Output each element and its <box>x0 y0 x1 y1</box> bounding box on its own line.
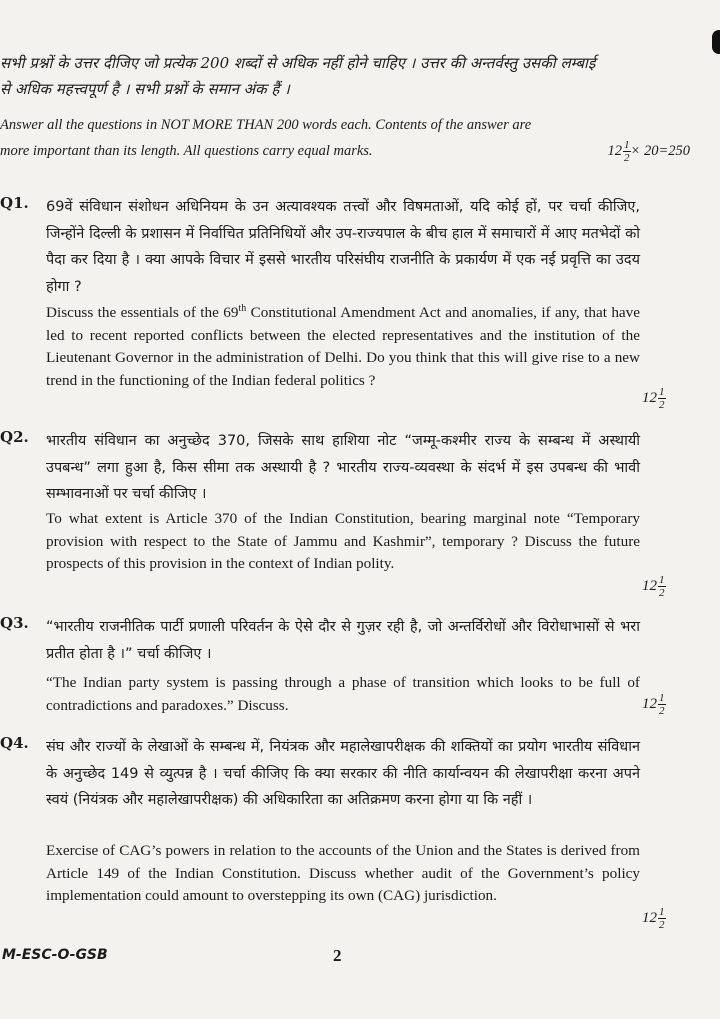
marks-numerator: 1 <box>659 574 665 586</box>
question-text-english-post: Constitutional Amendment Act and anomalies, if any, that have led to recent reported conflicts between the elected representatives and the institution of the Lieutenant Governor in the administration of Delhi. Do you think that this will give rise to a new trend in the functioning of the Indian federal politics ? <box>46 304 640 389</box>
question-text-hindi: “भारतीय राजनीतिक पार्टी प्रणाली परिवर्तन के ऐसे दौर से गुज़र रही है, जो अन्तर्विरोधों और विरोधाभासों से भरा प्रतीत होता है ।” चर्चा कीजिए । <box>46 619 640 662</box>
marks-numerator: 1 <box>659 906 665 918</box>
question-number: Q2. <box>0 428 29 446</box>
question-text-hindi: भारतीय संविधान का अनुच्छेद 370, जिसके साथ हाशिया नोट “जम्मू-कश्मीर राज्य के सम्बन्ध में अस्थायी उपबन्ध” लगा हुआ है, किस सीमा तक अस्थायी है ? भारतीय राज्य-व्यवस्था के संदर्भ में इस उपबन्ध की भावी सम्भावनाओं पर चर्चा कीजिए । <box>46 433 640 502</box>
question-marks <box>642 574 682 599</box>
question-marks <box>642 386 682 411</box>
marks-whole: 12 <box>642 577 657 594</box>
question-text-english: To what extent is Article 370 of the Indian Constitution, bearing marginal note “Temporary provision with respect to the State of Jammu and Kashmir”, temporary ? Discuss the future prospects of this provision in the context of Indian polity. <box>46 510 640 573</box>
instructions-english-line1: Answer all the questions in NOT MORE THAN 200 words each. Contents of the answer are <box>0 117 532 133</box>
marks-whole: 12 <box>642 389 657 406</box>
question-text-english-pre: Discuss the essentials of the 69 <box>46 304 239 322</box>
marks-whole: 12 <box>642 909 657 926</box>
question-text-hindi: संघ और राज्यों के लेखाओं के सम्बन्ध में, नियंत्रक और महालेखापरीक्षक की शक्तियों का प्रयोग भारतीय संविधान के अनुच्छेद 149 से व्युत्पन्न है । चर्चा कीजिए कि क्या सरकार की नीति कार्यान्वयन की लेखापरीक्षा करना अपने स्वयं (नियंत्रक और महालेखापरीक्षक) की अधिकारिता का अतिक्रमण करना होगा या कि नहीं । <box>46 739 640 808</box>
marks-denominator: 2 <box>659 399 665 411</box>
question-marks <box>642 906 682 931</box>
total-marks-rest: × 20=250 <box>630 143 690 159</box>
marks-denominator: 2 <box>659 919 665 931</box>
question-text-hindi: 69वें संविधान संशोधन अधिनियम के उन अत्यावश्यक तत्त्वों और विषमताओं, यदि कोई हों, पर चर्चा कीजिए, जिन्होंने दिल्ली के प्रशासन में निर्वाचित प्रतिनिधियों और उप-राज्यपाल के बीच हाल में समाचारों में आए मतभेदों को पैदा कर दिया है । क्या आपके विचार में इससे भारतीय परिसंघीय राजनीति के प्रकार्यण में एक नई प्रवृत्ति का उदय होगा ? <box>46 199 640 295</box>
total-marks <box>608 138 690 164</box>
marks-numerator: 1 <box>659 386 665 398</box>
marks-fraction <box>658 574 666 599</box>
instructions-hindi-line1: सभी प्रश्नों के उत्तर दीजिए जो प्रत्येक 200 शब्दों से अधिक नहीं होने चाहिए । उत्तर की अन्तर्वस्तु उसकी लम्बाई <box>0 54 596 72</box>
instructions-hindi <box>0 50 712 102</box>
marks-denominator: 2 <box>659 587 665 599</box>
marks-fraction <box>658 906 666 931</box>
question-number: Q3. <box>0 614 29 632</box>
question-number: Q4. <box>0 734 29 752</box>
total-marks-numerator: 1 <box>624 139 630 152</box>
binding-hole-mark <box>712 30 720 54</box>
total-marks-fraction <box>623 139 631 164</box>
paper-code: M-ESC-O-GSB <box>2 947 108 963</box>
instructions-hindi-line2: से अधिक महत्त्वपूर्ण है । सभी प्रश्नों के समान अंक हैं । <box>0 80 290 98</box>
instructions-english <box>0 112 690 164</box>
question-text-english: “The Indian party system is passing through a phase of transition which looks to be full of contradictions and paradoxes.” Discuss. <box>46 674 640 714</box>
question-text-english: Exercise of CAG’s powers in relation to the accounts of the Union and the States is derived from Article 149 of the Indian Constitution. Discuss whether audit of the Government’s policy implementation could amount to overstepping its own (CAG) jurisdiction. <box>46 842 640 905</box>
marks-fraction <box>658 692 666 717</box>
ordinal-suffix: th <box>238 303 247 314</box>
marks-denominator: 2 <box>659 705 665 717</box>
question-number: Q1. <box>0 194 29 212</box>
question-text-english <box>46 298 640 392</box>
marks-fraction <box>658 386 666 411</box>
total-marks-whole: 12 <box>607 143 623 159</box>
instructions-english-line2: more important than its length. All questions carry equal marks. <box>0 143 373 159</box>
page-number: 2 <box>333 946 342 965</box>
marks-numerator: 1 <box>659 692 665 704</box>
question-marks <box>642 692 682 717</box>
total-marks-denominator: 2 <box>624 152 630 165</box>
marks-whole: 12 <box>642 695 657 712</box>
